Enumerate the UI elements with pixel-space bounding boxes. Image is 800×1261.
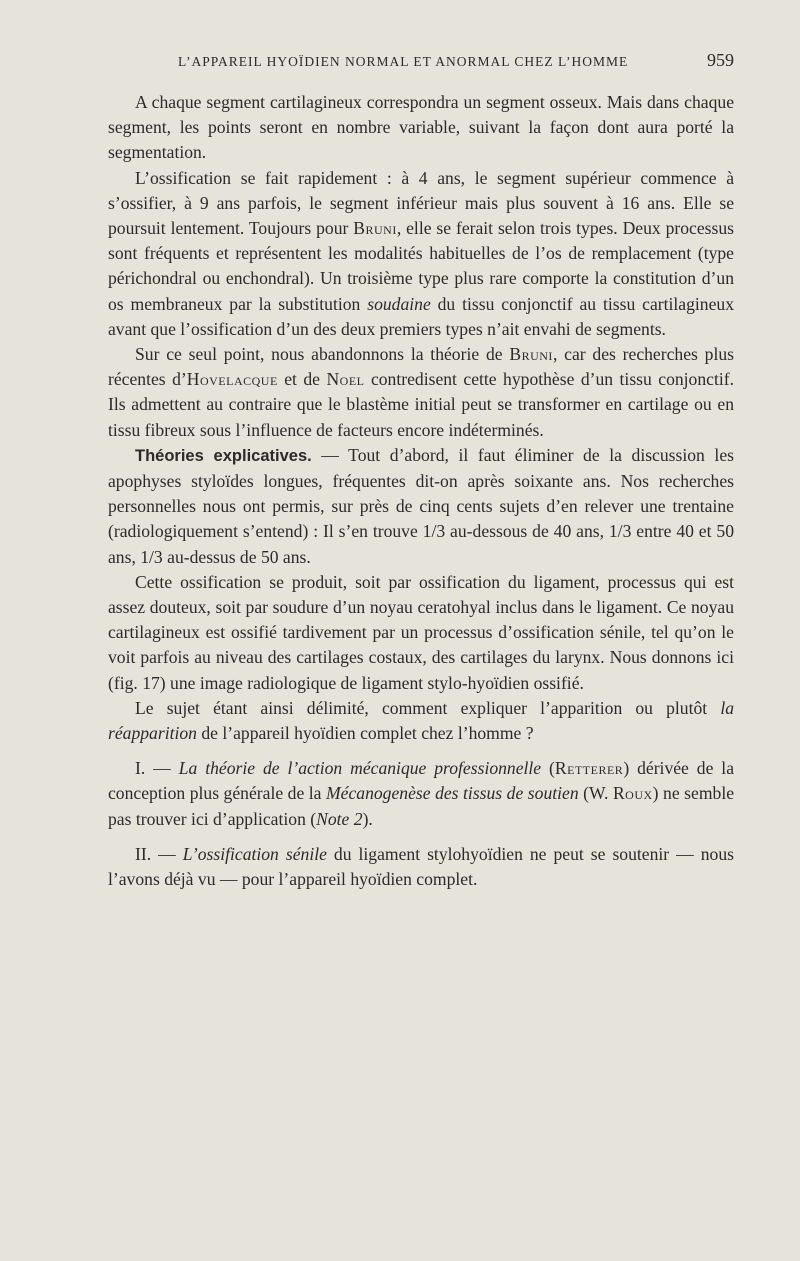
paragraph-6: Le sujet étant ainsi délimité, comment expliquer l’apparition ou plutôt la réapparition de l’appareil hyoïdien complet chez l’homme ? — [108, 697, 734, 744]
paragraph-4: Théories explicatives. — Tout d’abord, il faut éliminer de la discussion les apophyses styloïdes longues, fréquentes dit-on après soixante ans. Nos recherches personnelles nous ont permis, sur près de cinq cents sujets d’en relever une trentaine (radiologiquement s’entend) : Il s’en trouve 1/3 au-dessous de 40 ans, 1/3 entre 40 et 50 ans, 1/3 au-dessus de 50 ans. — [108, 444, 734, 567]
paragraph-2: L’ossification se fait rapidement : à 4 ans, le segment supérieur commence à s’ossifier, à 9 ans parfois, le segment inférieur mais plus souvent à 16 ans. Elle se poursuit lentement. Toujours pour Bruni, elle se ferait selon trois types. Deux processus sont fréquents et représentent les modalités habituelles de l’os de remplacement (type périchondral ou enchondral). Un troisième type plus rare comporte la constitution d’un os membraneux par la substitution soudaine du tissu conjonctif au tissu cartilagineux avant que l’ossification d’un des deux premiers types n’ait envahi de segments. — [108, 167, 735, 339]
author-hovelacque: Hovelacque — [186, 369, 278, 390]
paragraph-7: I. — La théorie de l’action mécanique professionnelle (Retterer) dérivée de la conception plus générale de la Mécanogenèse des tissus de soutien (W. Roux) ne semble pas trouver ici d’application (Note 2). — [108, 758, 735, 829]
section-heading: Théories explicatives. — [135, 446, 312, 465]
paragraph-1: A chaque segment cartilagineux correspondra un segment osseux. Mais dans chaque segment, les points seront en nombre variable, suivant la façon dont aura porté la segmentation. — [108, 92, 734, 163]
paragraph-3: Sur ce seul point, nous abandonnons la théorie de Bruni, car des recherches plus récentes d’Hovelacque et de Noel contredisent cette hypothèse d’un tissu conjonctif. Ils admettent au contraire que le blastème initial peut se transformer en cartilage ou en tissu fibreux sous l’influence de facteurs encore indéterminés. — [108, 344, 734, 440]
page-header — [108, 50, 734, 71]
author-bruni: Bruni — [353, 218, 397, 239]
paragraph-8: II. — L’ossification sénile du ligament stylohyoïdien ne peut se soutenir — nous l’avons déjà vu — pour l’appareil hyoïdien complet. — [108, 843, 734, 890]
author-noel: Noel — [326, 369, 365, 390]
page-body — [108, 90, 734, 892]
author-bruni: Bruni — [509, 344, 553, 365]
page-number: 959 — [707, 50, 734, 70]
paragraph-5: Cette ossification se produit, soit par ossification du ligament, processus qui est assez douteux, soit par soudure d’un noyau ceratohyal inclus dans le ligament. Ce noyau cartilagineux est ossifié tardivement par un processus d’ossification sénile, tel qu’on le voit parfois au niveau des cartilages costaux, des cartilages du larynx. Nous donnons ici (fig. 17) une image radiologique de ligament stylo-hyoïdien ossifié. — [108, 571, 734, 693]
running-head: L’APPAREIL HYOÏDIEN NORMAL ET ANORMAL CHEZ L’HOMME — [178, 54, 629, 69]
author-roux: Roux — [612, 783, 653, 804]
author-retterer: Retterer — [554, 758, 624, 779]
